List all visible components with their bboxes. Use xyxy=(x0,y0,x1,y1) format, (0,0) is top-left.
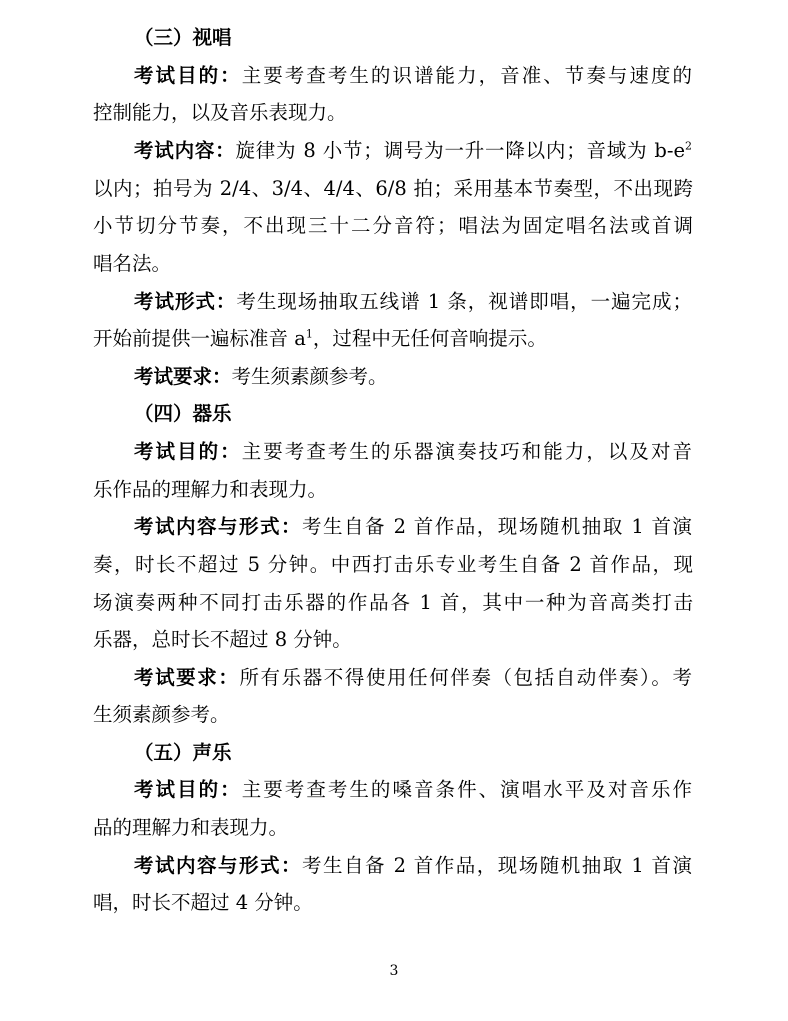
paragraph-text: 考生须素颜参考。 xyxy=(231,365,388,388)
field-label: 考试内容与形式： xyxy=(134,515,302,538)
superscript: 2 xyxy=(685,139,692,153)
sight-singing-purpose-line xyxy=(134,62,692,90)
paragraph-text: 主要考查考生的识谱能力，音准、节奏与速度的 xyxy=(241,64,692,87)
paragraph-text xyxy=(235,139,692,162)
instrumental-content-form-line xyxy=(134,513,692,541)
paragraph-line: 场演奏两种不同打击乐器的作品各 1 首，其中一种为音高类打击 xyxy=(93,591,693,614)
paragraph-line: 控制能力，以及音乐表现力。 xyxy=(93,101,347,124)
paragraph-text: 考生自备 2 首作品，现场随机抽取 1 首演 xyxy=(301,854,692,877)
paragraph-line xyxy=(93,325,703,353)
field-label: 考试内容与形式： xyxy=(134,854,302,877)
sight-singing-content-line xyxy=(134,137,692,165)
paragraph-text: 主要考查考生的嗓音条件、演唱水平及对音乐作 xyxy=(241,778,692,801)
paragraph-line: 乐器，总时长不超过 8 分钟。 xyxy=(93,628,352,651)
paragraph-line: 唱，时长不超过 4 分钟。 xyxy=(93,891,313,914)
paragraph-text: 所有乐器不得使用任何伴奏（包括自动伴奏）。考 xyxy=(239,666,692,689)
paragraph-line: 唱名法。 xyxy=(93,252,172,275)
paragraph-line: 生须素颜参考。 xyxy=(93,703,230,726)
paragraph-line: 小节切分节奏，不出现三十二分音符；唱法为固定唱名法或首调 xyxy=(93,214,693,237)
field-label: 考试要求： xyxy=(134,666,240,689)
page-number: 3 xyxy=(389,963,399,979)
paragraph-text: ，过程中无任何音响提示。 xyxy=(312,327,547,350)
field-label: 考试目的： xyxy=(134,440,242,463)
sight-singing-requirement-line xyxy=(134,363,744,391)
paragraph-line: 以内；拍号为 2/4、3/4、4/4、6/8 拍；采用基本节奏型，不出现跨 xyxy=(93,177,693,200)
instrumental-purpose-line xyxy=(134,438,692,466)
paragraph-text: 考生现场抽取五线谱 1 条，视谱即唱，一遍完成； xyxy=(236,290,692,313)
vocal-purpose-line xyxy=(134,776,692,804)
superscript: 1 xyxy=(305,327,313,341)
paragraph-text: 考生自备 2 首作品，现场随机抽取 1 首演 xyxy=(301,515,692,538)
paragraph-line: 奏，时长不超过 5 分钟。中西打击乐专业考生自备 2 首作品，现 xyxy=(93,553,693,576)
paragraph-line: 品的理解力和表现力。 xyxy=(93,816,289,839)
sight-singing-form-line xyxy=(134,288,692,316)
field-label: 考试形式： xyxy=(134,290,237,313)
instrumental-requirement-line xyxy=(134,664,692,692)
field-label: 考试要求： xyxy=(134,365,232,388)
field-label: 考试内容： xyxy=(134,139,236,162)
paragraph-text: 开始前提供一遍标准音 a xyxy=(93,327,306,350)
vocal-content-form-line xyxy=(134,852,692,880)
field-label: 考试目的： xyxy=(134,64,242,87)
paragraph-line: 乐作品的理解力和表现力。 xyxy=(93,478,328,501)
section-heading-sight-singing: （三）视唱 xyxy=(134,26,232,49)
field-label: 考试目的： xyxy=(134,778,242,801)
section-heading-instrumental: （四）器乐 xyxy=(134,402,232,425)
range-text: 旋律为 8 小节；调号为一升一降以内；音域为 b-e xyxy=(235,139,685,162)
section-heading-vocal: （五）声乐 xyxy=(134,741,232,764)
paragraph-text: 主要考查考生的乐器演奏技巧和能力，以及对音 xyxy=(241,440,692,463)
